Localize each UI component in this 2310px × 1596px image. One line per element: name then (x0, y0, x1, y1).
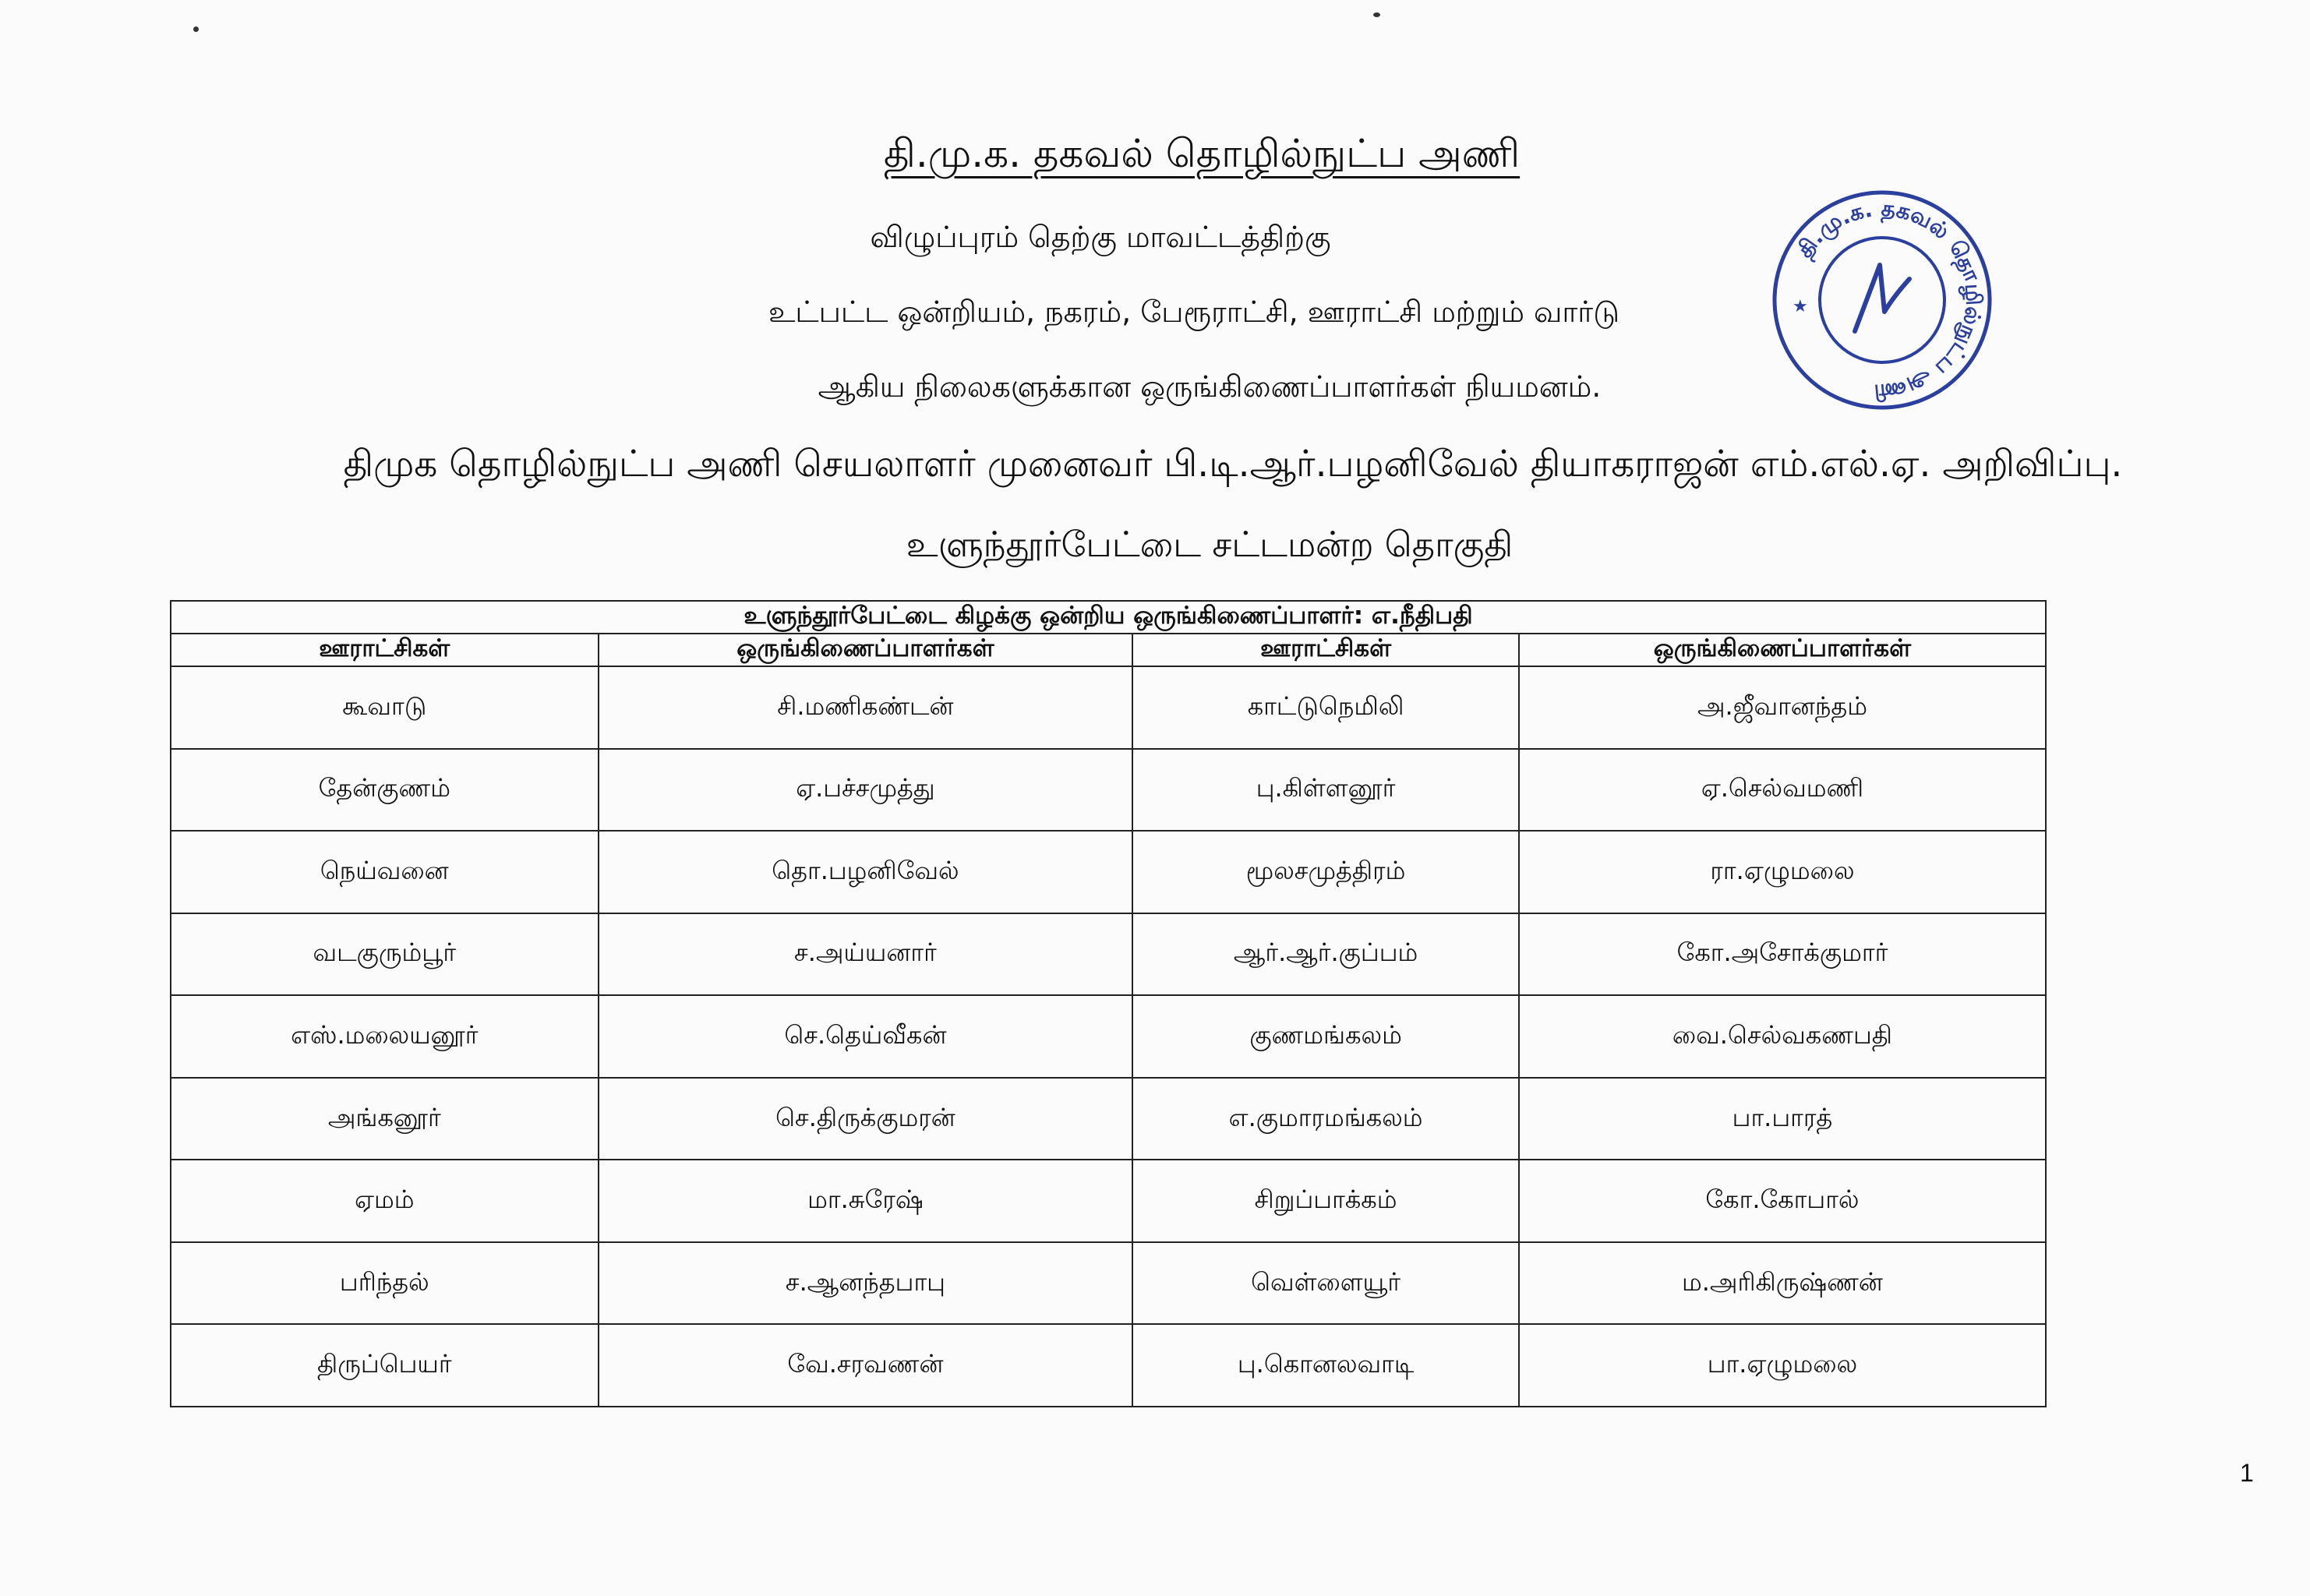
panchayat-cell: ஏமம் (171, 1160, 599, 1242)
coordinator-cell: ச.அய்யனார் (599, 913, 1133, 996)
coordinators-table-container (170, 600, 2047, 1407)
panchayat-cell: அங்கனூர் (171, 1078, 599, 1160)
table-row (171, 1242, 2046, 1325)
column-header: ஒருங்கிணைப்பாளர்கள் (1519, 634, 2046, 666)
panchayat-cell: குணமங்கலம் (1132, 995, 1519, 1078)
panchayat-cell: வடகுரும்பூர் (171, 913, 599, 996)
scan-speck (1373, 12, 1380, 17)
coordinator-cell: ஏ.செல்வமணி (1519, 749, 2046, 832)
panchayat-cell: தேன்குணம் (171, 749, 599, 832)
panchayat-cell: ஆர்.ஆர்.குப்பம் (1132, 913, 1519, 996)
union-coordinator-caption: உளுந்தூர்பேட்டை கிழக்கு ஒன்றிய ஒருங்கிணைப்பாளர்: எ.நீதிபதி (171, 601, 2046, 634)
panchayat-cell: கூவாடு (171, 666, 599, 749)
appointment-line: ஆகிய நிலைகளுக்கான ஒருங்கிணைப்பாளர்கள் நியமனம். (818, 369, 1602, 404)
column-header: ஒருங்கிணைப்பாளர்கள் (599, 634, 1133, 666)
page-number: 1 (2240, 1459, 2254, 1487)
coordinator-cell: தொ.பழனிவேல் (599, 831, 1133, 913)
panchayat-cell: பு.கொனலவாடி (1132, 1324, 1519, 1407)
panchayat-cell: பரிந்தல் (171, 1242, 599, 1325)
table-row (171, 831, 2046, 913)
coordinator-cell: ம.அரிகிருஷ்ணன் (1519, 1242, 2046, 1325)
panchayat-cell: சிறுப்பாக்கம் (1132, 1160, 1519, 1242)
seal-emblem-icon (1855, 265, 1909, 331)
table-row (171, 1078, 2046, 1160)
coordinators-table (170, 600, 2047, 1407)
column-header: ஊராட்சிகள் (1132, 634, 1519, 666)
constituency-heading: உளுந்தூர்பேட்டை சட்டமன்ற தொகுதி (906, 524, 1514, 565)
levels-line: உட்பட்ட ஒன்றியம், நகரம், பேரூராட்சி, ஊராட்சி மற்றும் வார்டு (768, 295, 1620, 329)
panchayat-cell: எ.குமாரமங்கலம் (1132, 1078, 1519, 1160)
dmk-it-wing-seal (1769, 187, 1995, 413)
coordinator-cell: செ.தெய்வீகன் (599, 995, 1133, 1078)
panchayat-cell: பு.கிள்ளனூர் (1132, 749, 1519, 832)
scan-speck (193, 26, 199, 32)
coordinator-cell: ஏ.பச்சமுத்து (599, 749, 1133, 832)
panchayat-cell: எஸ்.மலையனூர் (171, 995, 599, 1078)
panchayat-cell: வெள்ளையூர் (1132, 1242, 1519, 1325)
table-row (171, 749, 2046, 832)
coordinator-cell: பா.ஏழுமலை (1519, 1324, 2046, 1407)
panchayat-cell: நெய்வனை (171, 831, 599, 913)
coordinator-cell: பா.பாரத் (1519, 1078, 2046, 1160)
document-title: தி.மு.க. தகவல் தொழில்நுட்ப அணி (883, 131, 1521, 176)
district-line: விழுப்புரம் தெற்கு மாவட்டத்திற்கு (870, 220, 1331, 254)
table-row (171, 913, 2046, 996)
table-row (171, 666, 2046, 749)
panchayat-cell: மூலசமுத்திரம் (1132, 831, 1519, 913)
coordinator-cell: கோ.அசோக்குமார் (1519, 913, 2046, 996)
table-caption-row (171, 601, 2046, 634)
table-row (171, 1324, 2046, 1407)
seal-star-icon: ★ (1793, 297, 1808, 316)
table-header-row (171, 634, 2046, 666)
seal-text: தி.மு.க. தகவல் தொழில்நுட்ப அணி (1791, 195, 1987, 406)
coordinator-cell: மா.சுரேஷ் (599, 1160, 1133, 1242)
coordinator-cell: செ.திருக்குமரன் (599, 1078, 1133, 1160)
coordinator-cell: வே.சரவணன் (599, 1324, 1133, 1407)
coordinator-cell: ரா.ஏழுமலை (1519, 831, 2046, 913)
coordinator-cell: வை.செல்வகணபதி (1519, 995, 2046, 1078)
table-row (171, 995, 2046, 1078)
coordinator-cell: சி.மணிகண்டன் (599, 666, 1133, 749)
column-header: ஊராட்சிகள் (171, 634, 599, 666)
panchayat-cell: காட்டுநெமிலி (1132, 666, 1519, 749)
table-row (171, 1160, 2046, 1242)
panchayat-cell: திருப்பெயர் (171, 1324, 599, 1407)
coordinator-cell: கோ.கோபால் (1519, 1160, 2046, 1242)
coordinator-cell: அ.ஜீவானந்தம் (1519, 666, 2046, 749)
coordinator-cell: ச.ஆனந்தபாபு (599, 1242, 1133, 1325)
announcement-line: திமுக தொழில்நுட்ப அணி செயலாளர் முனைவர் பி.டி.ஆர்.பழனிவேல் தியாகராஜன் எம்.எல்.ஏ. அறிவிப்பு. (343, 443, 2123, 486)
